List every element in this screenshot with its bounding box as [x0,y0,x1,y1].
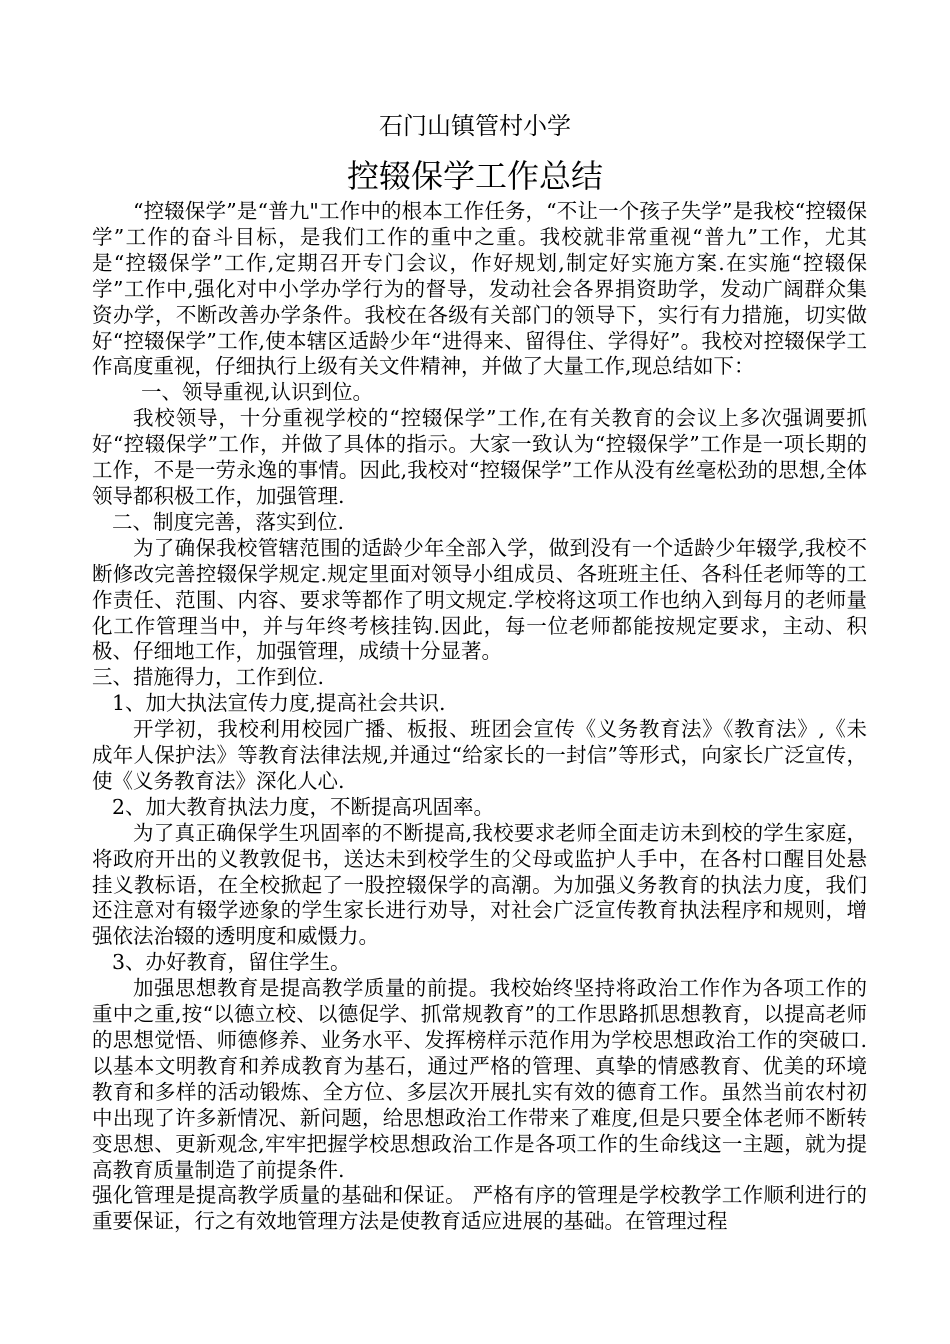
paragraph-enforcement: 为了真正确保学生巩固率的不断提高,我校要求老师全面走访未到校的学生家庭，将政府开出的义教敦促书，送达未到校学生的父母或监护人手中，在各村口醒目处悬挂义教标语，在全校掀起了一股控辍保学的高潮。为加强义务教育的执法力度，我们还注意对有辍学迹象的学生家长进行劝导，对社会广泛宣传教育执法程序和规则，增强依法治辍的透明度和威慑力。 [92,820,867,949]
subheading-3-2: 2、加大教育执法力度，不断提高巩固率。 [112,794,495,819]
paragraph-publicity: 开学初，我校利用校园广播、板报、班团会宣传《义务教育法》《教育法》,《未成年人保护法》等教育法律法规,并通过“给家长的一封信”等形式，向家长广泛宣传，使《义务教育法》深化人心. [92,717,867,793]
document-body [92,199,867,1235]
school-name: 石门山镇管村小学 [379,112,571,140]
section-heading-3: 三、措施得力，工作到位. [92,665,325,690]
subheading-3-1: 1、加大执法宣传力度,提高社会共识. [112,691,446,716]
document-title: 控辍保学工作总结 [346,157,603,195]
paragraph-management: 强化管理是提高教学质量的基础和保证。 严格有序的管理是学校教学工作顺利进行的重要保证，行之有效地管理方法是使教育适应进展的基础。在管理过程 [92,1183,867,1234]
subheading-3-3: 3、办好教育，留住学生。 [112,950,351,975]
paragraph-system: 为了确保我校管辖范围的适龄少年全部入学，做到没有一个适龄少年辍学,我校不断修改完善控辍保学规定.规定里面对领导小组成员、各班班主任、各科任老师等的工作责任、范围、内容、要求等都作了明文规定.学校将这项工作也纳入到每月的老师量化工作管理当中，并与年终考核挂钩.因此，每一位老师都能按规定要求，主动、积极、仔细地工作，加强管理，成绩十分显著。 [92,535,867,664]
section-heading-1: 一、领导重视,认识到位。 [141,380,374,405]
paragraph-leadership: 我校领导，十分重视学校的“控辍保学”工作,在有关教育的会议上多次强调要抓好“控辍保学”工作，并做了具体的指示。大家一致认为“控辍保学”工作是一项长期的工作，不是一劳永逸的事情。因此,我校对“控辍保学”工作从没有丝毫松劲的思想,全体领导都积极工作，加强管理. [92,406,867,508]
paragraph-intro: “控辍保学”是“普九"工作中的根本工作任务，“不让一个孩子失学”是我校“控辍保学”工作的奋斗目标，是我们工作的重中之重。我校就非常重视“普九”工作，尤其是“控辍保学”工作,定期召开专门会议，作好规划,制定好实施方案.在实施“控辍保学”工作中,强化对中小学办学行为的督导，发动社会各界捐资助学，发动广阔群众集资办学，不断改善办学条件。我校在各级有关部门的领导下，实行有力措施，切实做好“控辍保学”工作,使本辖区适龄少年“进得来、留得住、学得好”。我校对控辍保学工作高度重视，仔细执行上级有关文件精神，并做了大量工作,现总结如下： [92,199,867,379]
paragraph-ideology: 加强思想教育是提高教学质量的前提。我校始终坚持将政治工作作为各项工作的重中之重,按“以德立校、以德促学、抓常规教育”的工作思路抓思想教育，以提高老师的思想觉悟、师德修养、业务水平、发挥榜样示范作用为学校思想政治工作的突破口.以基本文明教育和养成教育为基石，通过严格的管理、真挚的情感教育、优美的环境教育和多样的活动锻炼、全方位、多层次开展扎实有效的德育工作。虽然当前农村初中出现了许多新情况、新问题，给思想政治工作带来了难度,但是只要全体老师不断转变思想、更新观念,牢牢把握学校思想政治工作是各项工作的生命线这一主题，就为提高教育质量制造了前提条件. [92,976,867,1182]
section-heading-2: 二、制度完善，落实到位. [112,509,345,534]
